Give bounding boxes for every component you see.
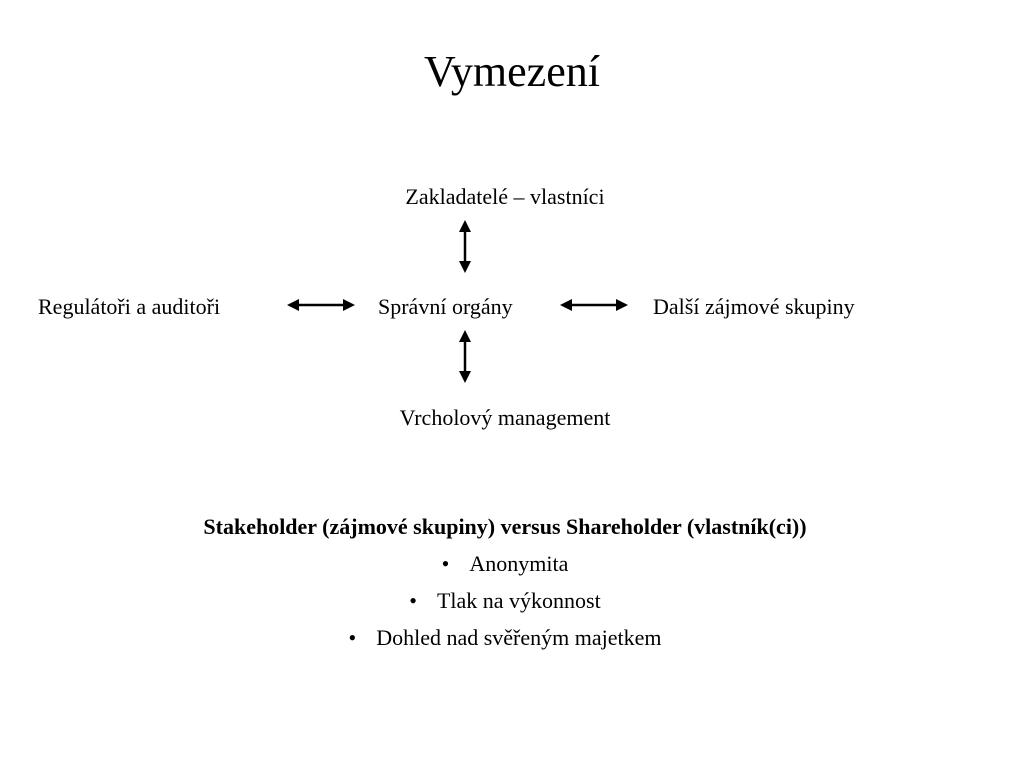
bullet-item (0, 550, 1010, 578)
bullet-icon: • (409, 588, 417, 613)
bullet-item (0, 624, 1010, 652)
arrow-center-to-right (560, 299, 628, 311)
summary-bullet-list (0, 550, 1010, 652)
node-regulators-auditors: Regulátoři a auditoři (38, 294, 221, 319)
bullet-icon: • (441, 551, 450, 576)
bullet-text: Dohled nad svěřeným majetkem (376, 625, 662, 650)
summary-block (0, 513, 1010, 661)
bullet-text: Tlak na výkonnost (436, 588, 601, 613)
node-governing-bodies: Správní orgány (378, 294, 513, 319)
node-top-management: Vrcholový management (399, 405, 611, 430)
node-other-interest-groups: Další zájmové skupiny (653, 294, 855, 319)
bullet-icon: • (348, 625, 357, 650)
arrow-top-to-center (459, 220, 471, 273)
arrow-left-to-center (287, 299, 355, 311)
arrow-center-to-bottom (459, 330, 471, 383)
bullet-text: Anonymita (469, 551, 569, 576)
summary-heading: Stakeholder (zájmové skupiny) versus Shareholder (vlastník(ci)) (203, 514, 807, 539)
node-founders-owners: Zakladatelé – vlastníci (405, 184, 605, 209)
bullet-item (0, 587, 1010, 615)
slide-title: Vymezení (424, 47, 600, 96)
